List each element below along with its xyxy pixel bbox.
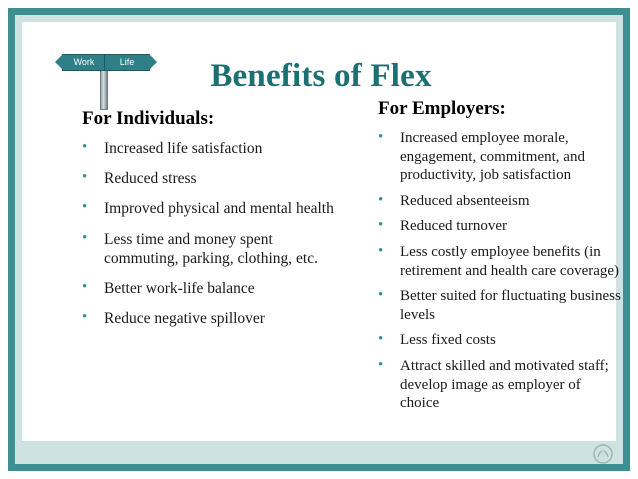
list-item: • Better work-life balance bbox=[48, 279, 348, 298]
page-title: Benefits of Flex bbox=[210, 58, 432, 94]
list-item: • Increased employee morale, engagement, commitment, and productivity, job satisfaction bbox=[344, 129, 622, 185]
bullet-list-individuals bbox=[48, 139, 348, 329]
list-item: • Reduced absenteeism bbox=[344, 192, 622, 211]
list-item: • Reduced turnover bbox=[344, 217, 622, 236]
list-item: • Reduce negative spillover bbox=[48, 309, 348, 328]
column-individuals bbox=[48, 108, 348, 340]
column-employers bbox=[344, 98, 622, 420]
corner-logo-icon bbox=[592, 443, 614, 465]
list-item: • Reduced stress bbox=[48, 169, 348, 188]
column-heading-employers: For Employers: bbox=[378, 98, 506, 119]
bullet-list-employers bbox=[344, 129, 622, 413]
list-item: • Improved physical and mental health bbox=[48, 199, 348, 218]
list-item: • Attract skilled and motivated staff; develop image as employer of choice bbox=[344, 357, 622, 413]
list-item: • Less time and money spent commuting, parking, clothing, etc. bbox=[48, 230, 348, 268]
signpost-work-sign: Work bbox=[62, 54, 106, 71]
list-item: • Less fixed costs bbox=[344, 331, 622, 350]
list-item: • Better suited for fluctuating business levels bbox=[344, 287, 622, 324]
list-item: • Increased life satisfaction bbox=[48, 139, 348, 158]
list-item: • Less costly employee benefits (in retirement and health care coverage) bbox=[344, 243, 622, 280]
signpost-life-sign: Life bbox=[104, 54, 150, 71]
slide-content bbox=[34, 30, 621, 433]
column-heading-individuals: For Individuals: bbox=[82, 108, 215, 129]
